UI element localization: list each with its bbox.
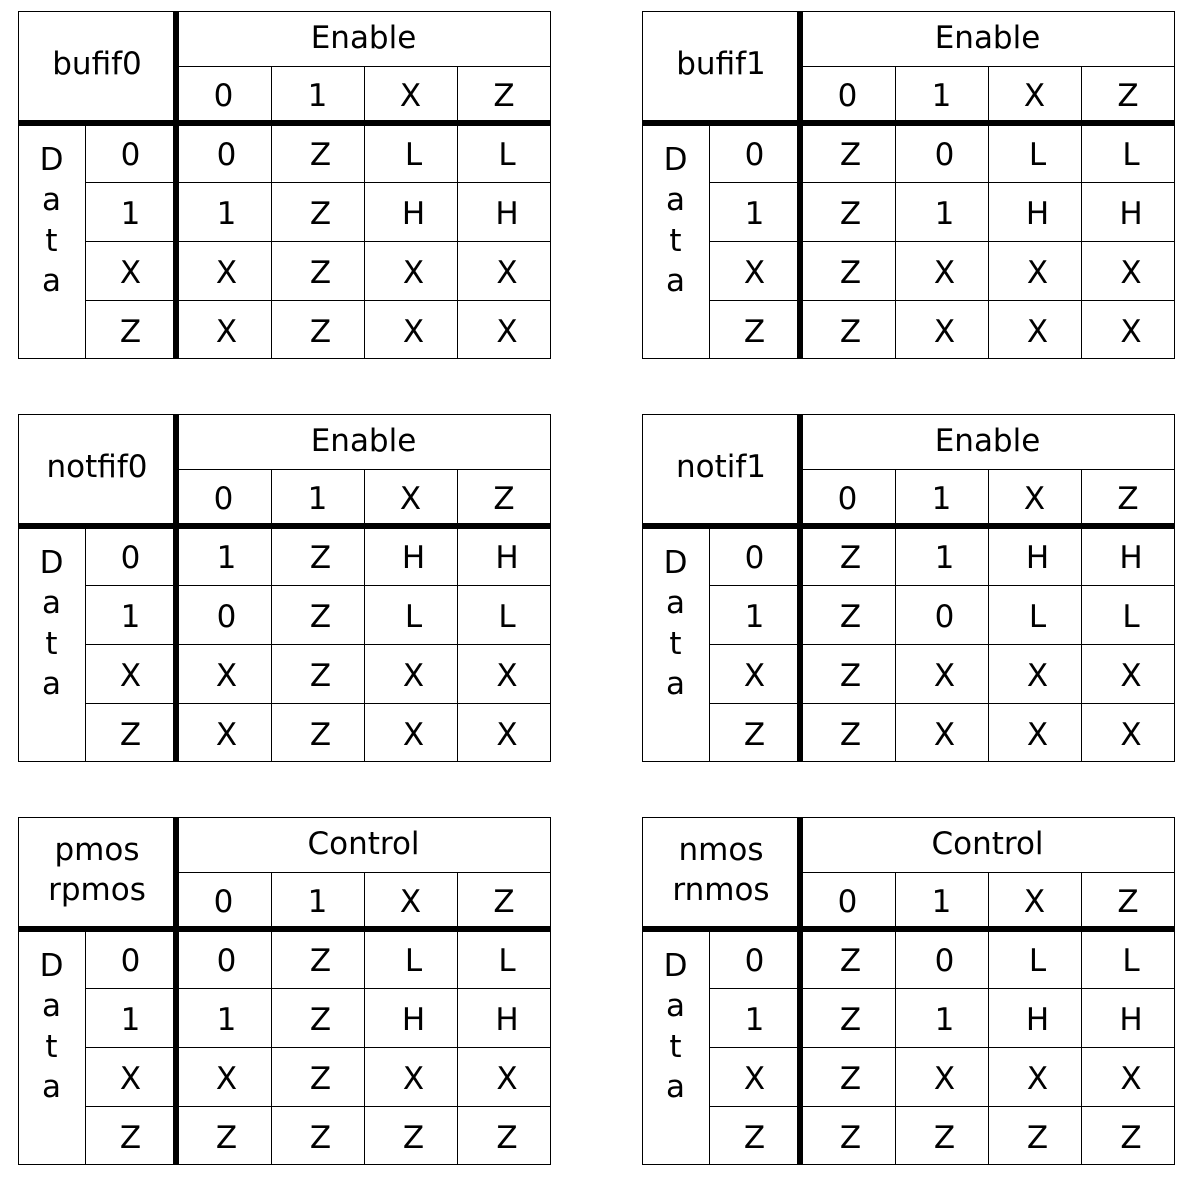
- grid-line: [18, 817, 551, 818]
- row-header: 0: [744, 137, 765, 173]
- grid-line: [173, 11, 179, 359]
- table-cell: 1: [216, 540, 237, 576]
- grid-line: [457, 66, 458, 359]
- grid-line: [797, 817, 803, 1165]
- row-label-letter: a: [42, 262, 61, 299]
- grid-line: [364, 66, 365, 359]
- row-label-letter: D: [663, 948, 688, 984]
- table-cell: Z: [1026, 1120, 1049, 1156]
- grid-line: [709, 182, 1175, 183]
- column-header: 0: [213, 884, 234, 920]
- gate-name: [18, 11, 176, 117]
- grid-line: [709, 644, 1175, 645]
- row-label-letter: a: [42, 1068, 61, 1105]
- row-header: 1: [120, 599, 141, 635]
- table-cell: Z: [309, 314, 332, 350]
- row-header: X: [743, 1061, 766, 1097]
- row-label-letter: a: [42, 665, 61, 702]
- table-cell: X: [1026, 314, 1049, 350]
- table-cell: Z: [839, 1061, 862, 1097]
- table-cell: Z: [215, 1120, 238, 1156]
- column-header: 1: [931, 78, 952, 114]
- table-cell: X: [215, 255, 238, 291]
- grid-line: [550, 414, 551, 762]
- row-label-letter: D: [39, 142, 64, 178]
- table-cell: 1: [934, 540, 955, 576]
- header-label: Enable: [934, 423, 1041, 459]
- table-cell: X: [933, 314, 956, 350]
- grid-line: [1174, 414, 1175, 762]
- table-cell: Z: [839, 255, 862, 291]
- table-cell: X: [402, 717, 425, 753]
- table-cell: H: [495, 1002, 519, 1038]
- table-cell: L: [1122, 943, 1140, 979]
- table-cell: H: [401, 540, 426, 576]
- table-cell: X: [933, 658, 956, 694]
- grid-line: [1081, 66, 1082, 359]
- column-header: Z: [1117, 884, 1139, 920]
- grid-line: [642, 414, 643, 762]
- table-cell: 0: [216, 137, 237, 173]
- grid-line: [271, 66, 272, 359]
- table-cell: X: [1026, 658, 1049, 694]
- table-cell: 1: [934, 1002, 955, 1038]
- row-header: Z: [119, 1120, 142, 1156]
- row-label: [18, 932, 85, 1165]
- table-cell: X: [402, 314, 425, 350]
- header-label: Enable: [310, 423, 417, 459]
- row-header: 1: [744, 1002, 765, 1038]
- table-cell: L: [404, 599, 423, 635]
- column-header: 1: [307, 884, 328, 920]
- grid-line: [18, 926, 551, 932]
- table-cell: 0: [934, 599, 955, 635]
- column-header: Z: [493, 884, 515, 920]
- table-cell: 0: [934, 943, 955, 979]
- grid-line: [85, 703, 551, 704]
- grid-line: [988, 872, 989, 1165]
- grid-line: [709, 300, 1175, 301]
- grid-line: [709, 1047, 1175, 1048]
- grid-line: [18, 11, 551, 12]
- table-cell: Z: [309, 255, 332, 291]
- table-cell: 0: [934, 137, 955, 173]
- truth-table: [642, 414, 1175, 762]
- header-label: Enable: [310, 20, 417, 56]
- table-cell: 0: [216, 943, 237, 979]
- truth-table: [642, 817, 1175, 1165]
- table-cell: X: [933, 1061, 956, 1097]
- table-cell: 1: [934, 196, 955, 232]
- grid-line: [642, 817, 643, 1165]
- column-header: 0: [213, 481, 234, 517]
- table-cell: X: [933, 717, 956, 753]
- grid-line: [85, 1106, 551, 1107]
- row-header: X: [119, 255, 142, 291]
- row-label-letter: t: [669, 625, 682, 662]
- table-cell: Z: [839, 943, 862, 979]
- column-header: Z: [1117, 78, 1139, 114]
- grid-line: [18, 817, 19, 1165]
- gate-name-line: pmos: [54, 831, 140, 868]
- row-label-letter: D: [39, 545, 64, 581]
- row-header: 0: [120, 137, 141, 173]
- column-header: 0: [837, 884, 858, 920]
- row-header: 1: [744, 599, 765, 635]
- grid-line: [709, 703, 1175, 704]
- table-cell: Z: [309, 540, 332, 576]
- row-label: [642, 126, 709, 359]
- grid-line: [642, 926, 1175, 932]
- grid-line: [18, 761, 551, 762]
- row-label: [642, 932, 709, 1165]
- grid-line: [1174, 11, 1175, 359]
- row-label: [18, 126, 85, 359]
- row-header: Z: [119, 717, 142, 753]
- grid-line: [1081, 469, 1082, 762]
- row-label-letter: t: [45, 625, 58, 662]
- table-cell: X: [496, 658, 518, 694]
- table-cell: Z: [839, 658, 862, 694]
- column-header: X: [399, 481, 422, 517]
- row-label-letter: a: [42, 988, 61, 1025]
- column-header: 1: [931, 884, 952, 920]
- table-cell: Z: [309, 1002, 332, 1038]
- table-cell: 0: [216, 599, 237, 635]
- row-header: Z: [119, 314, 142, 350]
- grid-line: [85, 585, 551, 586]
- table-cell: X: [215, 1061, 238, 1097]
- grid-line: [364, 469, 365, 762]
- column-header: X: [399, 884, 422, 920]
- grid-line: [895, 469, 896, 762]
- gate-name-line: bufif0: [52, 45, 142, 82]
- gate-name-line: notif1: [675, 448, 767, 485]
- row-label-letter: D: [663, 545, 688, 581]
- table-cell: H: [1025, 1002, 1050, 1038]
- table-cell: Z: [839, 540, 862, 576]
- row-header: 0: [744, 943, 765, 979]
- row-label-letter: a: [42, 585, 61, 622]
- row-label: [642, 529, 709, 762]
- row-header: Z: [743, 314, 766, 350]
- grid-line: [988, 469, 989, 762]
- grid-line: [173, 414, 179, 762]
- table-cell: Z: [309, 943, 332, 979]
- truth-table: [18, 11, 551, 359]
- table-cell: H: [401, 196, 426, 232]
- table-cell: L: [1028, 137, 1047, 173]
- column-header: Z: [1117, 481, 1139, 517]
- table-cell: Z: [309, 658, 332, 694]
- column-header: X: [1023, 78, 1046, 114]
- row-label: [18, 529, 85, 762]
- table-cell: L: [404, 137, 423, 173]
- grid-line: [550, 11, 551, 359]
- grid-line: [18, 11, 19, 359]
- grid-line: [797, 414, 803, 762]
- column-header: Z: [493, 78, 515, 114]
- table-cell: X: [1026, 255, 1049, 291]
- table-cell: H: [1025, 540, 1050, 576]
- grid-line: [642, 523, 1175, 529]
- row-header: X: [743, 658, 766, 694]
- table-cell: Z: [309, 196, 332, 232]
- column-header: Z: [493, 481, 515, 517]
- table-cell: X: [215, 314, 238, 350]
- table-cell: Z: [839, 314, 862, 350]
- grid-line: [1081, 872, 1082, 1165]
- table-cell: X: [1120, 255, 1142, 291]
- table-cell: Z: [839, 717, 862, 753]
- column-header: 0: [213, 78, 234, 114]
- grid-line: [85, 1047, 551, 1048]
- table-cell: Z: [839, 196, 862, 232]
- grid-line: [797, 11, 803, 359]
- table-cell: X: [933, 255, 956, 291]
- row-header: X: [119, 1061, 142, 1097]
- table-cell: X: [402, 1061, 425, 1097]
- header-label: Control: [931, 826, 1044, 862]
- header-label: Control: [307, 826, 420, 862]
- row-header: Z: [743, 717, 766, 753]
- grid-line: [173, 817, 179, 1165]
- grid-line: [642, 11, 1175, 12]
- table-cell: Z: [933, 1120, 956, 1156]
- row-header: Z: [743, 1120, 766, 1156]
- table-cell: L: [498, 599, 516, 635]
- table-cell: L: [1122, 599, 1140, 635]
- grid-line: [1174, 817, 1175, 1165]
- table-cell: Z: [496, 1120, 518, 1156]
- row-header: 0: [120, 943, 141, 979]
- table-cell: X: [496, 717, 518, 753]
- grid-line: [642, 120, 1175, 126]
- table-cell: Z: [839, 1002, 862, 1038]
- table-cell: Z: [839, 599, 862, 635]
- grid-line: [85, 300, 551, 301]
- row-header: 1: [120, 1002, 141, 1038]
- table-cell: H: [1025, 196, 1050, 232]
- table-cell: Z: [309, 1120, 332, 1156]
- column-header: X: [1023, 884, 1046, 920]
- row-header: X: [119, 658, 142, 694]
- grid-line: [364, 872, 365, 1165]
- grid-line: [550, 817, 551, 1165]
- gate-name: [18, 414, 176, 520]
- row-label-letter: t: [45, 1028, 58, 1065]
- table-cell: H: [1119, 1002, 1143, 1038]
- grid-line: [709, 585, 1175, 586]
- table-cell: X: [402, 255, 425, 291]
- gate-name-line: rpmos: [48, 872, 146, 908]
- gate-name-line: notfif0: [46, 448, 148, 485]
- table-cell: Z: [402, 1120, 425, 1156]
- table-cell: Z: [309, 599, 332, 635]
- table-cell: X: [496, 314, 518, 350]
- row-header: 1: [744, 196, 765, 232]
- row-header: 0: [744, 540, 765, 576]
- gate-name-line: bufif1: [676, 45, 766, 82]
- grid-line: [895, 66, 896, 359]
- gate-name: [18, 817, 176, 923]
- grid-line: [85, 182, 551, 183]
- table-cell: X: [1120, 717, 1142, 753]
- table-cell: H: [495, 540, 519, 576]
- row-label-letter: a: [666, 1068, 685, 1105]
- grid-line: [457, 872, 458, 1165]
- table-cell: H: [1119, 196, 1143, 232]
- grid-line: [709, 1106, 1175, 1107]
- table-cell: 1: [216, 1002, 237, 1038]
- table-cell: Z: [309, 1061, 332, 1097]
- grid-line: [18, 414, 551, 415]
- table-cell: X: [1120, 314, 1142, 350]
- grid-line: [642, 11, 643, 359]
- table-cell: X: [496, 255, 518, 291]
- row-header: X: [743, 255, 766, 291]
- table-cell: L: [1028, 599, 1047, 635]
- grid-line: [271, 872, 272, 1165]
- row-label-letter: D: [663, 142, 688, 178]
- table-cell: L: [1028, 943, 1047, 979]
- row-label-letter: a: [666, 988, 685, 1025]
- table-cell: X: [1026, 1061, 1049, 1097]
- grid-line: [988, 66, 989, 359]
- grid-line: [642, 817, 1175, 818]
- table-cell: L: [498, 943, 516, 979]
- table-cell: Z: [839, 137, 862, 173]
- grid-line: [18, 414, 19, 762]
- table-cell: Z: [1120, 1120, 1142, 1156]
- grid-line: [642, 414, 1175, 415]
- row-header: 1: [120, 196, 141, 232]
- table-cell: H: [495, 196, 519, 232]
- table-cell: H: [401, 1002, 426, 1038]
- column-header: 1: [307, 481, 328, 517]
- truth-table: [18, 817, 551, 1165]
- column-header: 1: [307, 78, 328, 114]
- row-label-letter: a: [666, 182, 685, 219]
- table-cell: X: [1120, 658, 1142, 694]
- gate-name: [642, 817, 800, 923]
- row-label-letter: a: [666, 665, 685, 702]
- table-cell: L: [404, 943, 423, 979]
- column-header: 0: [837, 481, 858, 517]
- row-label-letter: a: [666, 585, 685, 622]
- column-header: 0: [837, 78, 858, 114]
- gate-name-line: rnmos: [672, 872, 770, 908]
- grid-line: [642, 358, 1175, 359]
- grid-line: [642, 1164, 1175, 1165]
- grid-line: [18, 120, 551, 126]
- table-cell: L: [1122, 137, 1140, 173]
- table-cell: Z: [309, 137, 332, 173]
- grid-line: [709, 241, 1175, 242]
- gate-name: [642, 11, 800, 117]
- column-header: X: [1023, 481, 1046, 517]
- grid-line: [642, 761, 1175, 762]
- row-header: 0: [120, 540, 141, 576]
- column-header: 1: [931, 481, 952, 517]
- table-cell: X: [1120, 1061, 1142, 1097]
- row-label-letter: t: [45, 222, 58, 259]
- table-cell: 1: [216, 196, 237, 232]
- table-cell: Z: [839, 1120, 862, 1156]
- table-cell: L: [498, 137, 516, 173]
- table-cell: X: [496, 1061, 518, 1097]
- row-label-letter: a: [42, 182, 61, 219]
- table-cell: X: [1026, 717, 1049, 753]
- grid-line: [895, 872, 896, 1165]
- grid-line: [85, 988, 551, 989]
- table-cell: X: [215, 717, 238, 753]
- gate-name: [642, 414, 800, 520]
- truth-table: [642, 11, 1175, 359]
- gate-name-line: nmos: [678, 831, 764, 868]
- table-cell: X: [215, 658, 238, 694]
- header-label: Enable: [934, 20, 1041, 56]
- grid-line: [18, 1164, 551, 1165]
- truth-table: [18, 414, 551, 762]
- grid-line: [18, 358, 551, 359]
- grid-line: [709, 988, 1175, 989]
- grid-line: [85, 644, 551, 645]
- column-header: X: [399, 78, 422, 114]
- table-cell: Z: [309, 717, 332, 753]
- row-label-letter: D: [39, 948, 64, 984]
- grid-line: [18, 523, 551, 529]
- table-cell: X: [402, 658, 425, 694]
- row-label-letter: a: [666, 262, 685, 299]
- grid-line: [457, 469, 458, 762]
- grid-line: [271, 469, 272, 762]
- row-label-letter: t: [669, 222, 682, 259]
- table-cell: H: [1119, 540, 1143, 576]
- row-label-letter: t: [669, 1028, 682, 1065]
- grid-line: [85, 241, 551, 242]
